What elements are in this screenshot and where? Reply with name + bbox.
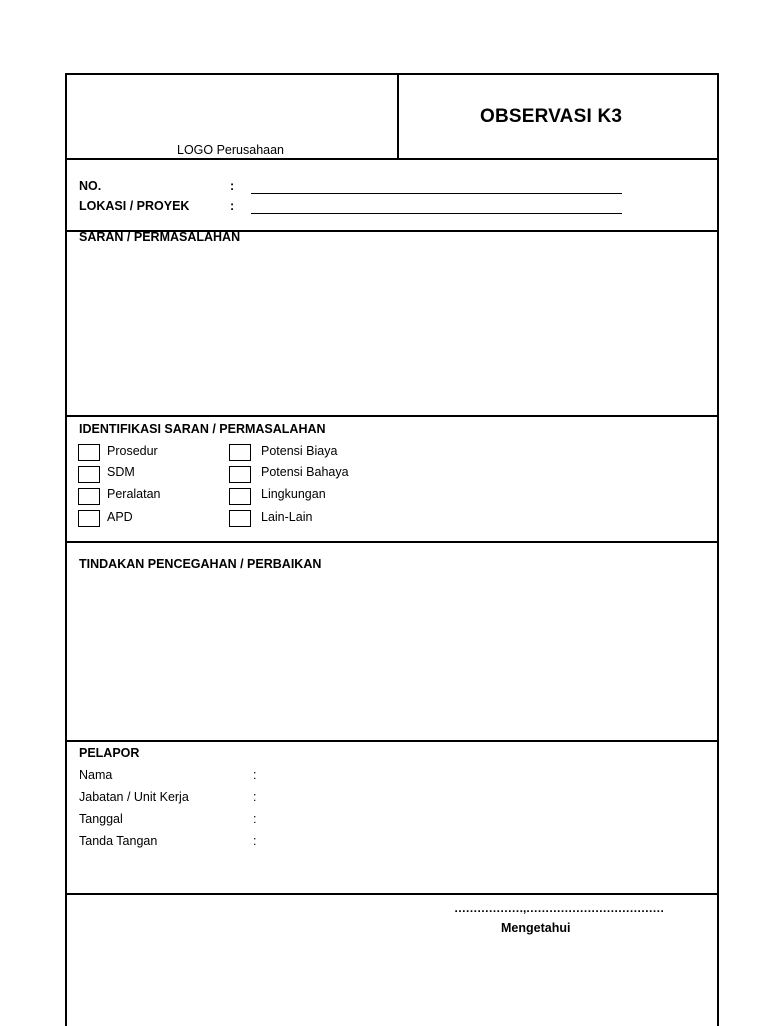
- checkbox-potensi-bahaya[interactable]: [229, 466, 251, 483]
- pelapor-field-nama: Nama: [79, 768, 113, 782]
- tindakan-text-area[interactable]: [71, 575, 711, 735]
- pelapor-colon-tanda-tangan: :: [253, 834, 257, 848]
- checkbox-peralatan[interactable]: [78, 488, 100, 505]
- header-bottom-border: [67, 158, 717, 160]
- form-title: OBSERVASI K3: [480, 106, 623, 127]
- checkbox-lingkungan[interactable]: [229, 488, 251, 505]
- checkbox-sdm[interactable]: [78, 466, 100, 483]
- option-label-potensi-biaya: Potensi Biaya: [261, 444, 338, 458]
- company-logo-placeholder: LOGO Perusahaan: [177, 143, 285, 157]
- identifikasi-heading: IDENTIFIKASI SARAN / PERMASALAHAN: [79, 422, 326, 436]
- checkbox-potensi-biaya[interactable]: [229, 444, 251, 461]
- no-input-line[interactable]: [251, 193, 622, 194]
- pelapor-heading: PELAPOR: [79, 746, 140, 760]
- saran-text-area[interactable]: [71, 249, 711, 411]
- option-label-apd: APD: [107, 510, 133, 524]
- pelapor-field-jabatan: Jabatan / Unit Kerja: [79, 790, 189, 804]
- identifikasi-bottom-border: [67, 541, 717, 543]
- tindakan-heading: TINDAKAN PENCEGAHAN / PERBAIKAN: [79, 557, 322, 571]
- no-label: NO.: [79, 179, 102, 193]
- pelapor-field-tanggal: Tanggal: [79, 812, 123, 826]
- lokasi-input-line[interactable]: [251, 213, 622, 214]
- checkbox-apd[interactable]: [78, 510, 100, 527]
- option-label-sdm: SDM: [107, 465, 135, 479]
- saran-heading: SARAN / PERMASALAHAN: [79, 230, 241, 244]
- date-place-line: ………………,………………………………: [454, 901, 664, 915]
- checkbox-lain-lain[interactable]: [229, 510, 251, 527]
- observation-form: [65, 73, 719, 1026]
- option-label-peralatan: Peralatan: [107, 487, 161, 501]
- pelapor-colon-nama: :: [253, 768, 257, 782]
- checkbox-prosedur[interactable]: [78, 444, 100, 461]
- tindakan-bottom-border: [67, 740, 717, 742]
- saran-bottom-border: [67, 415, 717, 417]
- no-colon: :: [230, 179, 235, 193]
- option-label-prosedur: Prosedur: [107, 444, 158, 458]
- pelapor-colon-jabatan: :: [253, 790, 257, 804]
- lokasi-label: LOKASI / PROYEK: [79, 199, 190, 213]
- pelapor-colon-tanggal: :: [253, 812, 257, 826]
- mengetahui-label: Mengetahui: [501, 921, 571, 935]
- header-divider: [397, 75, 399, 159]
- lokasi-colon: :: [230, 199, 235, 213]
- option-label-lingkungan: Lingkungan: [261, 487, 326, 501]
- pelapor-field-tanda-tangan: Tanda Tangan: [79, 834, 158, 848]
- option-label-potensi-bahaya: Potensi Bahaya: [261, 465, 349, 479]
- pelapor-bottom-border: [67, 893, 717, 895]
- option-label-lain-lain: Lain-Lain: [261, 510, 313, 524]
